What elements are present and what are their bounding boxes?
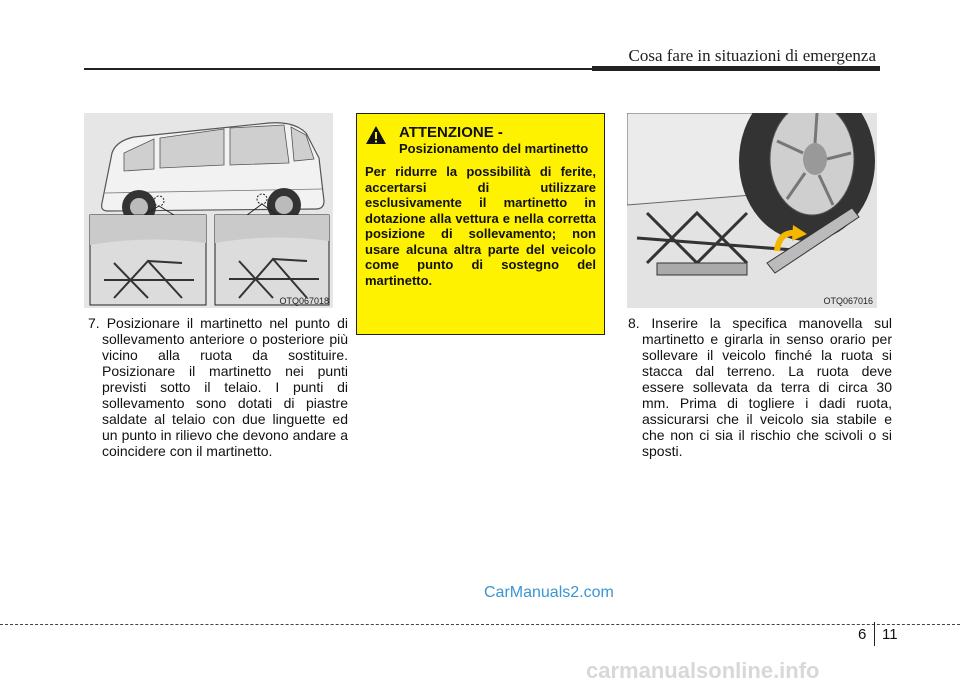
page-number: 11	[882, 626, 898, 643]
page-number-divider	[874, 622, 875, 646]
footer-rule	[0, 624, 960, 625]
chapter-number: 6	[858, 626, 867, 643]
van-jack-points-illustration	[84, 113, 333, 308]
warning-header	[365, 124, 596, 156]
header-rule-accent	[592, 66, 880, 71]
figure-caption-left: OTQ067018	[279, 296, 329, 306]
watermark-link[interactable]: CarManuals2.com	[484, 584, 614, 601]
step-7-body: Posizionare il martinetto nel punto di sollevamento anteriore o posteriore più vicino alla ruota da sostituire. Posizionare il martinetto nei punti previsti sotto il telaio. I punti di sollevamento sono dotati di piastre saldate al telaio con due linguette ed un punto in rilievo che devono andare a coincidere con il martinetto.	[102, 315, 348, 459]
warning-triangle-icon	[365, 125, 387, 145]
step-7-number: 7.	[88, 315, 100, 331]
step-8-body: Inserire la specifica manovella sul martinetto e girarla in senso orario per sollevare il veicolo finché la ruota si stacca dal terreno. La ruota deve essere sollevata da terra di circa 30 mm. Prima di togliere i dadi ruota, assicurarsi che il veicolo sia stabile e che non ci sia il rischio che scivoli o si sposti.	[642, 315, 892, 459]
warning-subtitle: Posizionamento del martinetto	[399, 141, 589, 156]
warning-body: Per ridurre la possibilità di ferite, accertarsi di utilizzare esclusivamente il martinetto in dotazione alla vettura e nella corretta posizione di sollevamento; non usare alcuna altra parte del veicolo come punto di sostegno del martinetto.	[365, 164, 596, 288]
warning-box	[356, 113, 605, 335]
jack-crank-illustration	[627, 113, 877, 308]
step-8-number: 8.	[628, 315, 640, 331]
page-header-title: Cosa fare in situazioni di emergenza	[628, 46, 876, 65]
step-7-text	[88, 315, 348, 459]
van-jack-figure	[84, 113, 333, 308]
figure-caption-right: OTQ067016	[823, 296, 873, 306]
jack-crank-figure	[627, 113, 877, 308]
warning-title: ATTENZIONE -	[399, 124, 503, 141]
step-8-text	[628, 315, 892, 459]
site-watermark: carmanualsonline.info	[586, 658, 820, 683]
